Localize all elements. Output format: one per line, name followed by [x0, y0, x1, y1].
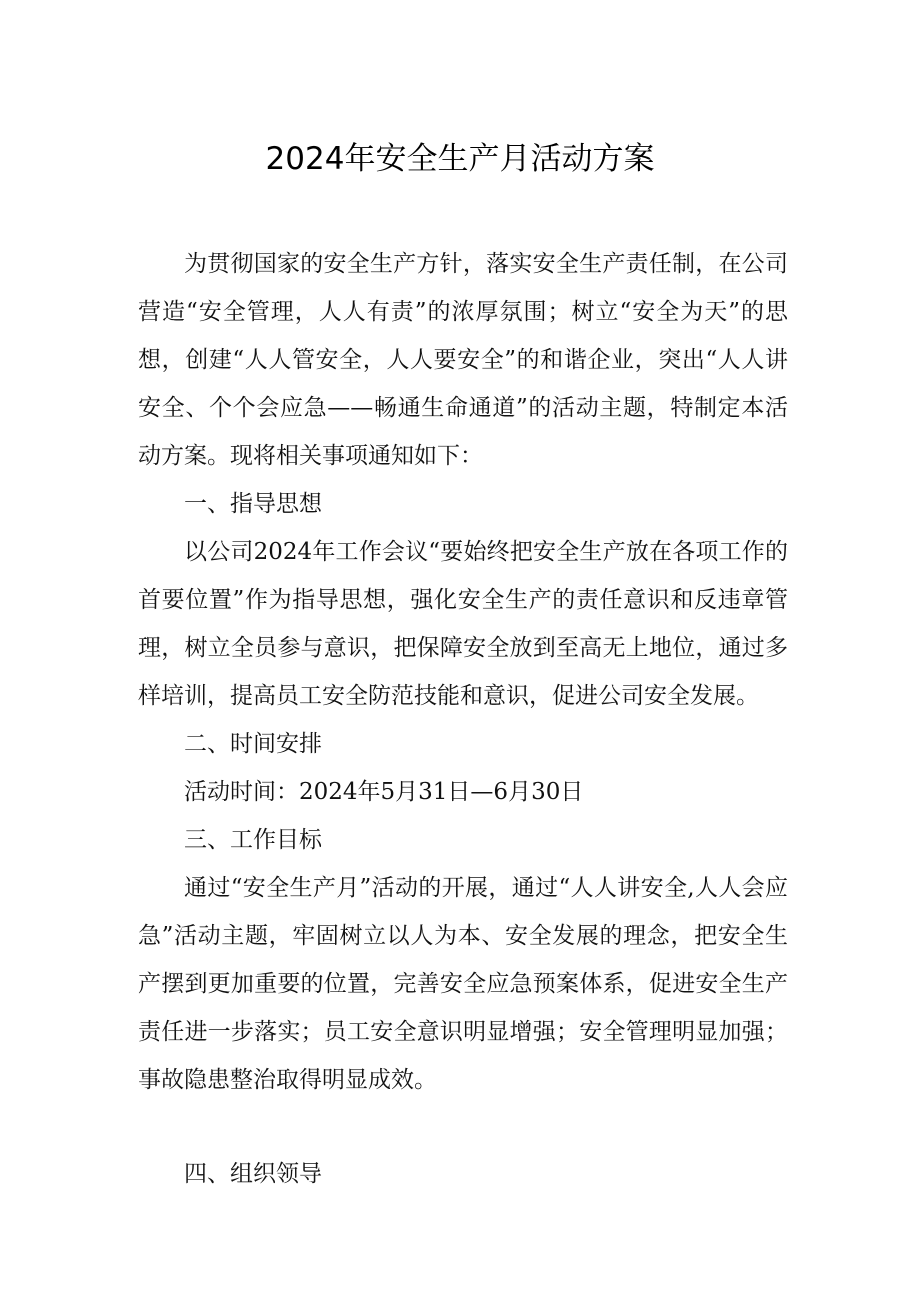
goals-paragraph: 通过“安全生产月”活动的开展，通过“人人讲安全,人人会应急”活动主题，牢固树立以人为本、安全发展的理念，把安全生产摆到更加重要的位置，完善安全应急预案体系，促进安全生产责任进一步落实；员工安全意识明显增强；安全管理明显加强；事故隐患整治取得明显成效。 — [138, 875, 788, 1093]
intro-paragraph: 为贯彻国家的安全生产方针，落实安全生产责任制，在公司营造“安全管理，人人有责”的浓厚氛围；树立“安全为天”的思想，创建“人人管安全，人人要安全”的和谐企业，突出“人人讲安全、个个会应急——畅通生命通道”的活动主题，特制定本活动方案。现将相关事项通知如下： — [138, 251, 788, 469]
guiding-ideology-paragraph: 以公司2024年工作会议“要始终把安全生产放在各项工作的首要位置”作为指导思想，强化安全生产的责任意识和反违章管理，树立全员参与意识，把保障安全放到至高无上地位，通过多样培训，提高员工安全防范技能和意识，促进公司安全发展。 — [138, 539, 788, 709]
schedule-paragraph: 活动时间：2024年5月31日—6月30日 — [184, 779, 584, 805]
section-heading-goals: 三、工作目标 — [184, 827, 322, 853]
document-title: 2024年安全生产月活动方案 — [265, 141, 655, 177]
section-heading-organization: 四、组织领导 — [184, 1161, 322, 1187]
section-heading-schedule: 二、时间安排 — [184, 731, 322, 757]
document-body — [138, 240, 788, 1198]
section-heading-guiding-ideology: 一、指导思想 — [184, 491, 322, 517]
